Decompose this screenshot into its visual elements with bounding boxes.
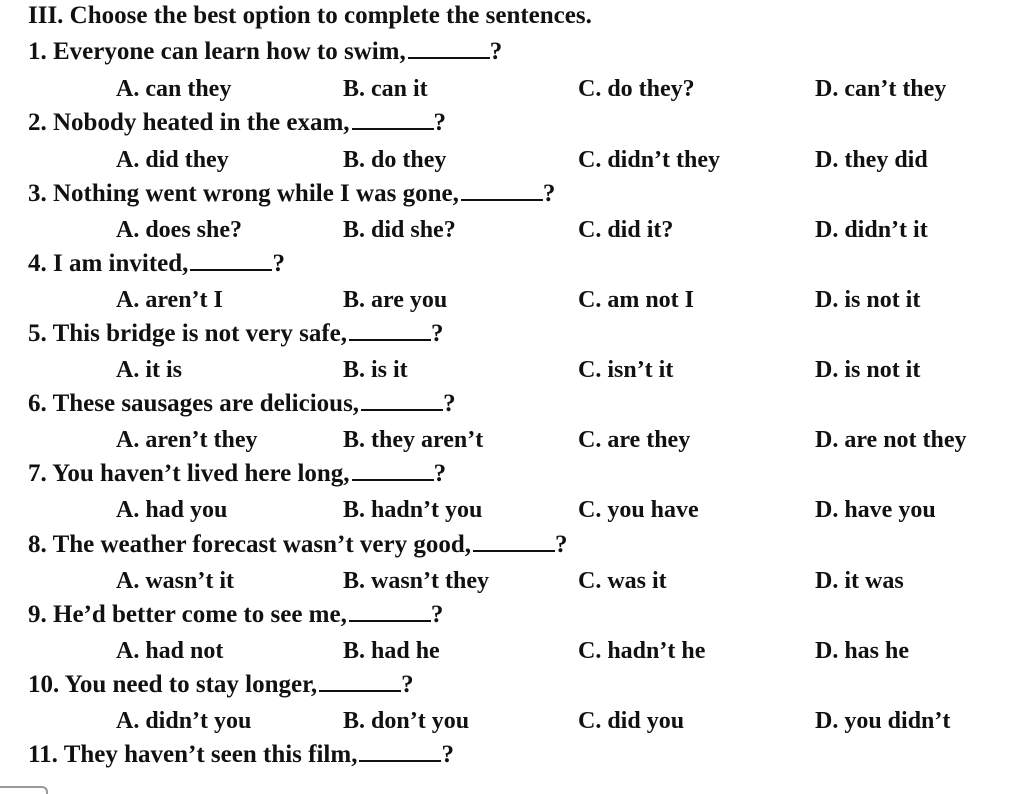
question-number: 3. xyxy=(28,180,47,207)
option-b[interactable]: B. had he xyxy=(343,638,440,664)
answer-blank xyxy=(349,321,431,341)
question-end: ? xyxy=(542,180,556,207)
options-6 xyxy=(0,427,1024,457)
question-text: You haven’t lived here long, xyxy=(52,460,350,487)
question-end: ? xyxy=(489,38,503,65)
question-end: ? xyxy=(443,390,456,417)
options-5 xyxy=(0,357,1024,387)
option-a[interactable]: A. aren’t they xyxy=(116,427,258,453)
question-number: 4. xyxy=(28,250,47,277)
option-b[interactable]: B. did she? xyxy=(343,217,456,243)
option-d[interactable]: D. didn’t it xyxy=(815,217,928,243)
question-text: This bridge is not very safe, xyxy=(52,320,348,347)
option-c[interactable]: C. isn’t it xyxy=(578,357,674,383)
answer-blank xyxy=(361,391,443,411)
option-a[interactable]: A. aren’t I xyxy=(116,287,223,313)
question-1 xyxy=(28,38,502,66)
option-d[interactable]: D. is not it xyxy=(815,357,921,383)
question-number: 8. xyxy=(28,531,47,558)
question-text: I am invited, xyxy=(53,250,189,277)
question-end: ? xyxy=(433,109,447,136)
option-b[interactable]: B. hadn’t you xyxy=(343,497,483,523)
option-a[interactable]: A. wasn’t it xyxy=(116,568,234,594)
question-number: 6. xyxy=(28,390,47,417)
option-d[interactable]: D. are not they xyxy=(815,427,967,453)
option-a[interactable]: A. can they xyxy=(116,76,232,102)
question-10 xyxy=(28,671,414,699)
question-end: ? xyxy=(401,671,414,698)
answer-blank xyxy=(408,39,490,59)
option-c[interactable]: C. did you xyxy=(578,708,685,734)
option-b[interactable]: B. they aren’t xyxy=(343,427,484,453)
question-end: ? xyxy=(430,601,444,628)
question-number: 2. xyxy=(28,109,47,136)
question-number: 1. xyxy=(28,38,47,65)
answer-blank xyxy=(190,251,272,271)
options-8 xyxy=(0,568,1024,598)
option-d[interactable]: D. it was xyxy=(815,568,904,594)
question-text: Everyone can learn how to swim, xyxy=(53,38,406,65)
option-a[interactable]: A. did they xyxy=(116,147,229,173)
answer-blank xyxy=(352,110,434,130)
question-text: Nothing went wrong while I was gone, xyxy=(53,180,459,207)
option-c[interactable]: C. you have xyxy=(578,497,699,523)
question-end: ? xyxy=(555,531,568,558)
option-b[interactable]: B. wasn’t they xyxy=(343,568,490,594)
option-c[interactable]: C. hadn’t he xyxy=(578,638,706,664)
option-a[interactable]: A. does she? xyxy=(116,217,243,243)
question-text: He’d better come to see me, xyxy=(53,601,347,628)
option-b[interactable]: B. is it xyxy=(343,357,408,383)
option-b[interactable]: B. can it xyxy=(343,76,428,102)
question-text: The weather forecast wasn’t very good, xyxy=(52,531,472,558)
corner-mark xyxy=(0,786,48,794)
question-number: 10. xyxy=(28,671,60,698)
option-c[interactable]: C. are they xyxy=(578,427,691,453)
question-text: Nobody heated in the exam, xyxy=(53,109,350,136)
options-7 xyxy=(0,497,1024,527)
question-end: ? xyxy=(441,741,454,768)
question-7 xyxy=(28,460,446,488)
answer-blank xyxy=(473,532,555,552)
options-2 xyxy=(0,147,1024,177)
option-d[interactable]: D. can’t they xyxy=(815,76,947,102)
option-c[interactable]: C. do they? xyxy=(578,76,695,102)
question-number: 5. xyxy=(28,320,47,347)
options-3 xyxy=(0,217,1024,247)
option-d[interactable]: D. you didn’t xyxy=(815,708,951,734)
answer-blank xyxy=(349,602,431,622)
question-6 xyxy=(28,390,456,418)
question-text: You need to stay longer, xyxy=(64,671,318,698)
question-end: ? xyxy=(431,320,444,347)
option-c[interactable]: C. did it? xyxy=(578,217,674,243)
options-1 xyxy=(0,76,1024,106)
question-8 xyxy=(28,531,568,559)
answer-blank xyxy=(461,181,543,201)
option-b[interactable]: B. don’t you xyxy=(343,708,470,734)
question-text: They haven’t seen this film, xyxy=(63,741,358,768)
question-5 xyxy=(28,320,444,348)
option-c[interactable]: C. am not I xyxy=(578,287,695,313)
question-11 xyxy=(28,741,454,769)
section-title: III. Choose the best option to complete the sentences. xyxy=(28,2,592,29)
option-b[interactable]: B. are you xyxy=(343,287,448,313)
options-10 xyxy=(0,708,1024,738)
option-a[interactable]: A. had you xyxy=(116,497,228,523)
question-9 xyxy=(28,601,443,629)
answer-blank xyxy=(319,672,401,692)
option-c[interactable]: C. didn’t they xyxy=(578,147,721,173)
option-d[interactable]: D. they did xyxy=(815,147,928,173)
question-text: These sausages are delicious, xyxy=(52,390,360,417)
answer-blank xyxy=(359,742,441,762)
question-4 xyxy=(28,250,285,278)
option-a[interactable]: A. had not xyxy=(116,638,224,664)
question-number: 9. xyxy=(28,601,47,628)
question-end: ? xyxy=(272,250,285,277)
options-4 xyxy=(0,287,1024,317)
option-c[interactable]: C. was it xyxy=(578,568,667,594)
option-a[interactable]: A. didn’t you xyxy=(116,708,252,734)
option-a[interactable]: A. it is xyxy=(116,357,182,383)
question-number: 11. xyxy=(28,741,58,768)
option-d[interactable]: D. have you xyxy=(815,497,936,523)
option-b[interactable]: B. do they xyxy=(343,147,447,173)
answer-blank xyxy=(352,461,434,481)
option-d[interactable]: D. has he xyxy=(815,638,910,664)
question-3 xyxy=(28,180,555,208)
options-9 xyxy=(0,638,1024,668)
question-number: 7. xyxy=(28,460,47,487)
option-d[interactable]: D. is not it xyxy=(815,287,921,313)
question-end: ? xyxy=(433,460,447,487)
question-2 xyxy=(28,109,446,137)
